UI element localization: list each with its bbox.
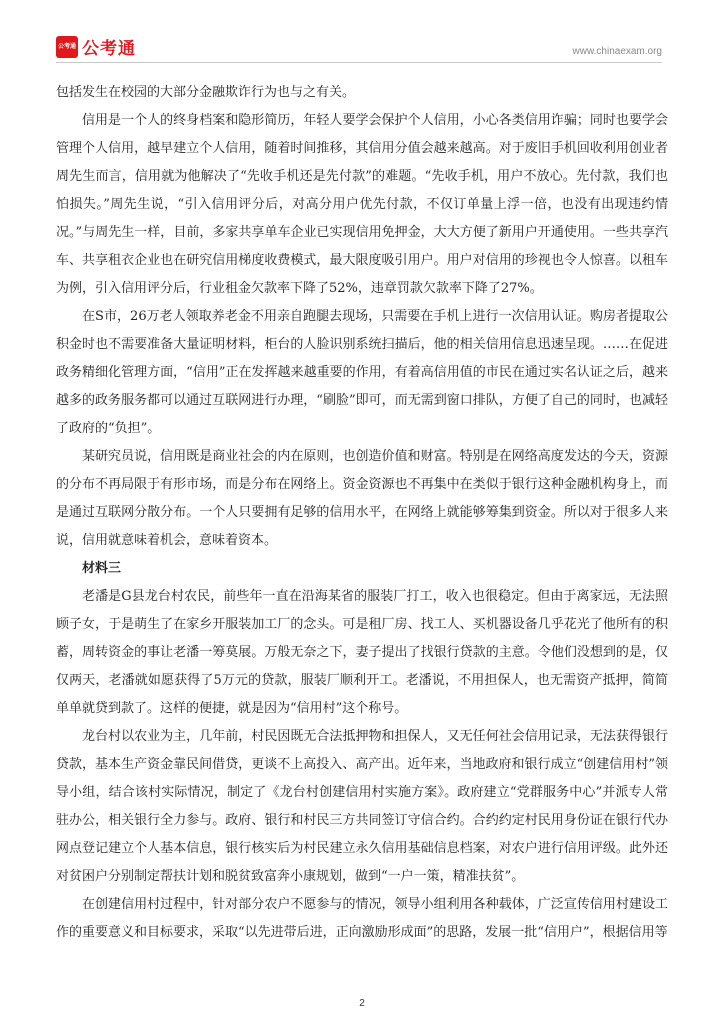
header-divider — [56, 62, 662, 63]
page-header — [56, 34, 662, 64]
paragraph: 某研究员说，信用既是商业社会的内在原则，也创造价值和财富。特别是在网络高度发达的今天，资源的分布不再局限于有形市场，而是分布在网络上。资金资源也不再集中在类似于银行这种金融机构身上，而是通过互联网分散分布。一个人只要拥有足够的信用水平，在网络上就能够筹集到资金。所以对于很多人来说，信用就意味着机会，意味着资本。 — [56, 449, 668, 548]
site-logo[interactable] — [56, 34, 136, 59]
paragraph: 信用是一个人的终身档案和隐形简历，年轻人要学会保护个人信用，小心各类信用诈骗；同时也要学会管理个人信用，越早建立个人信用，随着时间推移，其信用分值会越来越高。对于废旧手机回收利用创业者周先生而言，信用就为他解决了“先收手机还是先付款”的难题。“先收手机，用户不放心。先付款，我们也怕损失。”周先生说，“引入信用评分后，对高分用户优先付款，不仅订单量上浮一倍，也没有出现违约情况。”与周先生一样，目前，多家共享单车企业已实现信用免押金，大大方便了新用户开通使用。一些共享汽车、共享租衣企业也在研究信用梯度收费模式，最大限度吸引用户。用户对信用的珍视也令人惊喜。以租车为例，引入信用评分后，行业租金欠款率下降了52%，违章罚款欠款率下降了27%。 — [56, 113, 668, 296]
paragraph-continuation: 包括发生在校园的大部分金融欺诈行为也与之有关。 — [56, 85, 356, 100]
paragraph: 在S市，26万老人领取养老金不用亲自跑腿去现场，只需要在手机上进行一次信用认证。购房者提取公积金时也不需要准备大量证明材料，柜台的人脸识别系统扫描后，他的相关信用信息迅速呈现。……在促进政务精细化管理方面，“信用”正在发挥越来越重要的作用，有着高信用值的市民在通过实名认证之后，越来越多的政务服务都可以通过互联网进行办理，“刷脸”即可，而无需到窗口排队，方便了自己的同时，也减轻了政府的“负担”。 — [56, 309, 668, 436]
logo-text: 公考通 — [82, 39, 136, 59]
logo-badge-icon: 公考通 — [56, 36, 78, 58]
document-body — [56, 79, 668, 947]
site-url-link[interactable]: www.chinaexam.org — [572, 46, 662, 57]
paragraph: 龙台村以农业为主，几年前，村民因既无合法抵押物和担保人，又无任何社会信用记录，无法获得银行贷款，基本生产资金靠民间借贷，更谈不上高投入、高产出。近年来，当地政府和银行成立“创建信用村”领导小组，结合该村实际情况，制定了《龙台村创建信用村实施方案》。政府建立“党群服务中心”并派专人常驻办公，相关银行全力参与。政府、银行和村民三方共同签订守信合约。合约约定村民用身份证在银行代办网点登记建立个人基本信息，银行核实后为村民建立永久信用基础信息档案，对农户进行信用评级。此外还对贫困户分别制定帮扶计划和脱贫致富奔小康规划，做到“一户一策，精准扶贫”。 — [56, 729, 668, 884]
page-number: 2 — [359, 998, 365, 1009]
paragraph: 老潘是G县龙台村农民，前些年一直在沿海某省的服装厂打工，收入也很稳定。但由于离家远，无法照顾子女，于是萌生了在家乡开服装加工厂的念头。可是租厂房、找工人、买机器设备几乎花光了他所有的积蓄，周转资金的事让老潘一筹莫展。万般无奈之下，妻子提出了找银行贷款的主意。令他们没想到的是，仅仅两天，老潘就如愿获得了5万元的贷款，服装厂顺利开工。老潘说，不用担保人，也无需资产抵押，简简单单就贷到款了。这样的便捷，就是因为“信用村”这个称号。 — [56, 589, 668, 716]
paragraph: 在创建信用村过程中，针对部分农户不愿参与的情况，领导小组利用各种载体，广泛宣传信用村建设工作的重要意义和目标要求，采取“以先进带后进，正向激励形成面”的思路，发展一批“信用户”，根据信用等 — [56, 897, 668, 940]
section-heading: 材料三 — [82, 561, 122, 576]
